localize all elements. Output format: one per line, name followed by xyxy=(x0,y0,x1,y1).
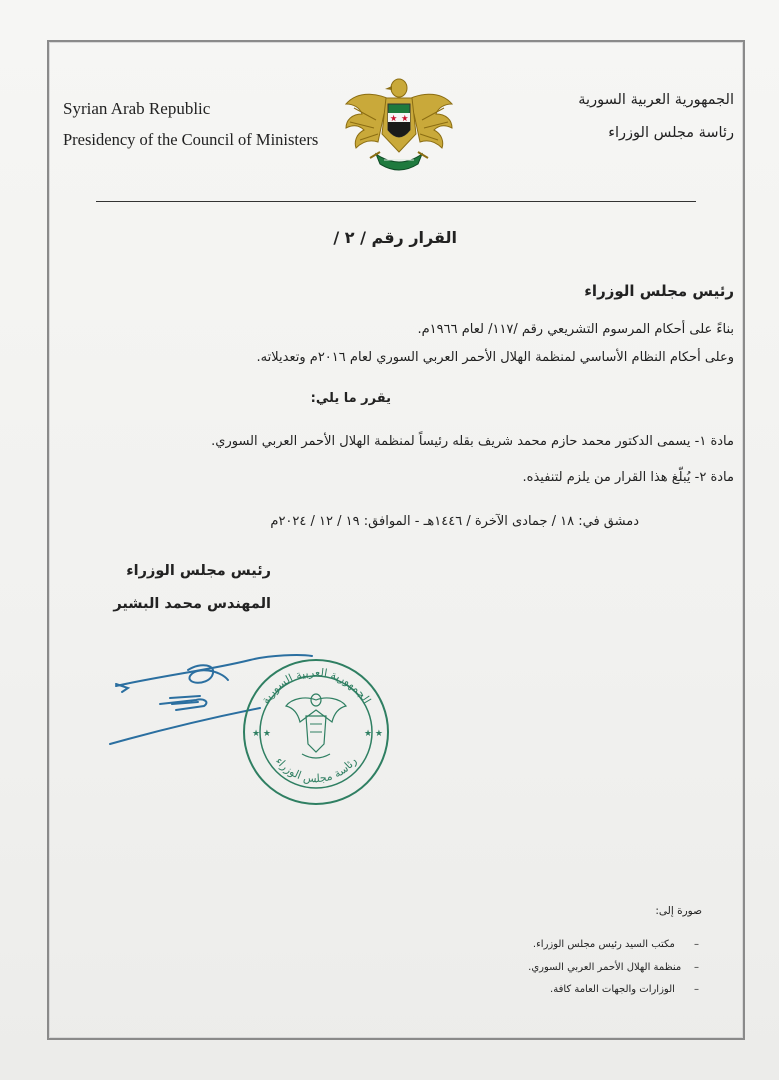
header-english-office: Presidency of the Council of Ministers xyxy=(63,130,319,149)
preamble-line-1: بناءً على أحكام المرسوم التشريعي رقم /١١٧/ لعام ١٩٦٦م. xyxy=(417,322,734,337)
copies-label: صورة إلى: xyxy=(655,905,702,917)
signatory-name: المهندس محمد البشير xyxy=(113,596,271,612)
official-stamp xyxy=(244,660,388,804)
copies-item: – منظمة الهلال الأحمر العربي السوري. xyxy=(528,962,699,973)
copies-item: – الوزارات والجهات العامة كافة. xyxy=(550,984,699,995)
decision-issuer: رئيس مجلس الوزراء xyxy=(584,282,734,300)
stamp-top-text: الجمهورية العربية السورية xyxy=(258,665,374,707)
article-2: مادة ٢- يُبلّغ هذا القرار من يلزم لتنفيذه. xyxy=(522,470,734,485)
header-divider xyxy=(96,201,696,202)
date-line: دمشق في: ١٨ / جمادى الآخرة / ١٤٤٦هـ - الموافق: ١٩ / ١٢ / ٢٠٢٤م xyxy=(270,514,639,529)
stamp-bottom-text: رئاسة مجلس الوزراء xyxy=(272,754,360,786)
copies-item: – مكتب السيد رئيس مجلس الوزراء. xyxy=(532,939,699,950)
decision-title: القرار رقم / ٢ / xyxy=(333,228,457,247)
copies-item-text: الوزارات والجهات العامة كافة. xyxy=(550,984,675,995)
svg-text:★ ★: ★ ★ xyxy=(364,729,383,739)
article-1: مادة ١- يسمى الدكتور محمد حازم محمد شريف بقله رئيساً لمنظمة الهلال الأحمر العربي السوري. xyxy=(211,434,734,449)
signatory-title: رئيس مجلس الوزراء xyxy=(126,563,271,579)
syrian-eagle-emblem-icon xyxy=(340,74,458,178)
copies-item-text: مكتب السيد رئيس مجلس الوزراء. xyxy=(532,939,675,950)
page-border xyxy=(47,40,745,1040)
signature-and-stamp xyxy=(100,640,400,810)
copies-item-text: منظمة الهلال الأحمر العربي السوري. xyxy=(528,962,682,973)
header-arabic-country: الجمهورية العربية السورية xyxy=(578,92,734,108)
decides-heading: يقرر ما يلي: xyxy=(310,391,391,406)
header-arabic-office: رئاسة مجلس الوزراء xyxy=(608,125,734,141)
svg-text:★ ★: ★ ★ xyxy=(252,729,271,739)
header-english-country: Syrian Arab Republic xyxy=(63,99,211,118)
svg-text:رئاسة مجلس الوزراء xyxy=(273,755,360,786)
preamble-line-2: وعلى أحكام النظام الأساسي لمنظمة الهلال الأحمر العربي السوري لعام ٢٠١٦م وتعديلاته. xyxy=(256,350,734,365)
